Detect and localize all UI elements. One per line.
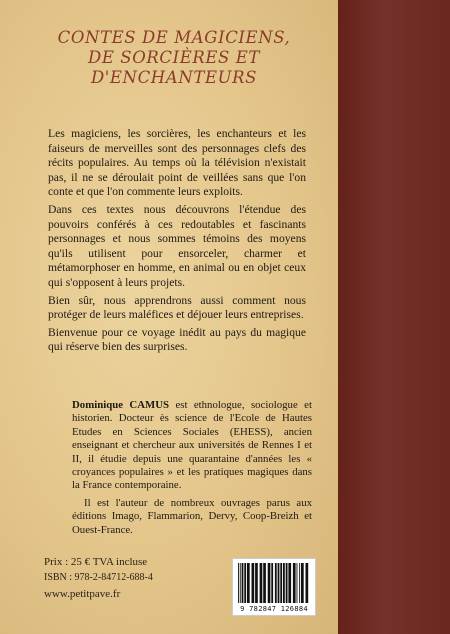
blurb-paragraph: Les magiciens, les sorcières, les enchanteurs et les faiseurs de merveilles sont des personnages clefs des récits populaires. Au temps où la télévision n'existait pas, il ne se déroulait point de veillées sans que l'on conte et que l'on commente leurs exploits. (48, 127, 306, 199)
barcode (232, 558, 316, 616)
author-bio (72, 399, 312, 541)
title-line-3: D'ENCHANTEURS (90, 68, 258, 87)
bio-text: est ethnologue, sociologue et historien. Docteur ès science de l'Ecole de Hautes Etudes en Sciences Sociales (EHESS), ancien enseignant et chercheur aux universités de Rennes I et II, il étudie depuis une quarantaine d'années les « croyances populaires » et les pratiques magiques dans la France contemporaine. (72, 399, 312, 492)
website-link[interactable]: www.petitpave.fr (44, 588, 121, 600)
bio-paragraph-1 (72, 399, 312, 493)
title-line-1: CONTES DE MAGICIENS, (57, 28, 291, 47)
barcode-digits: 9 782847 126884 (240, 605, 308, 613)
isbn-label: ISBN : 978-2-84712-688-4 (44, 572, 153, 583)
book-title (30, 28, 318, 88)
book-blurb (48, 127, 306, 358)
bio-paragraph-2: Il est l'auteur de nombreux ouvrages parus aux éditions Imago, Flammarion, Dervy, Coop-Breizh et Ouest-France. (72, 496, 312, 536)
spine-panel (338, 0, 450, 634)
barcode-bars (237, 563, 311, 603)
blurb-paragraph: Dans ces textes nous découvrons l'étendue des pouvoirs conférés à ces redoutables et fascinants personnages et nous sommes témoins des moyens qu'ils utilisent pour ensorceler, charmer et métamorphoser en homme, en animal ou en objet ceux qui s'opposent à leurs projets. (48, 202, 306, 289)
price-label: Prix : 25 € TVA incluse (44, 556, 148, 568)
blurb-paragraph: Bien sûr, nous apprendrons aussi comment nous protéger de leurs maléfices et déjouer leurs entreprises. (48, 293, 306, 322)
publication-info (44, 554, 224, 602)
blurb-paragraph: Bienvenue pour ce voyage inédit au pays du magique qui réserve bien des surprises. (48, 325, 306, 354)
title-line-2: DE SORCIÈRES ET (87, 48, 261, 67)
author-name: Dominique CAMUS (72, 399, 170, 411)
